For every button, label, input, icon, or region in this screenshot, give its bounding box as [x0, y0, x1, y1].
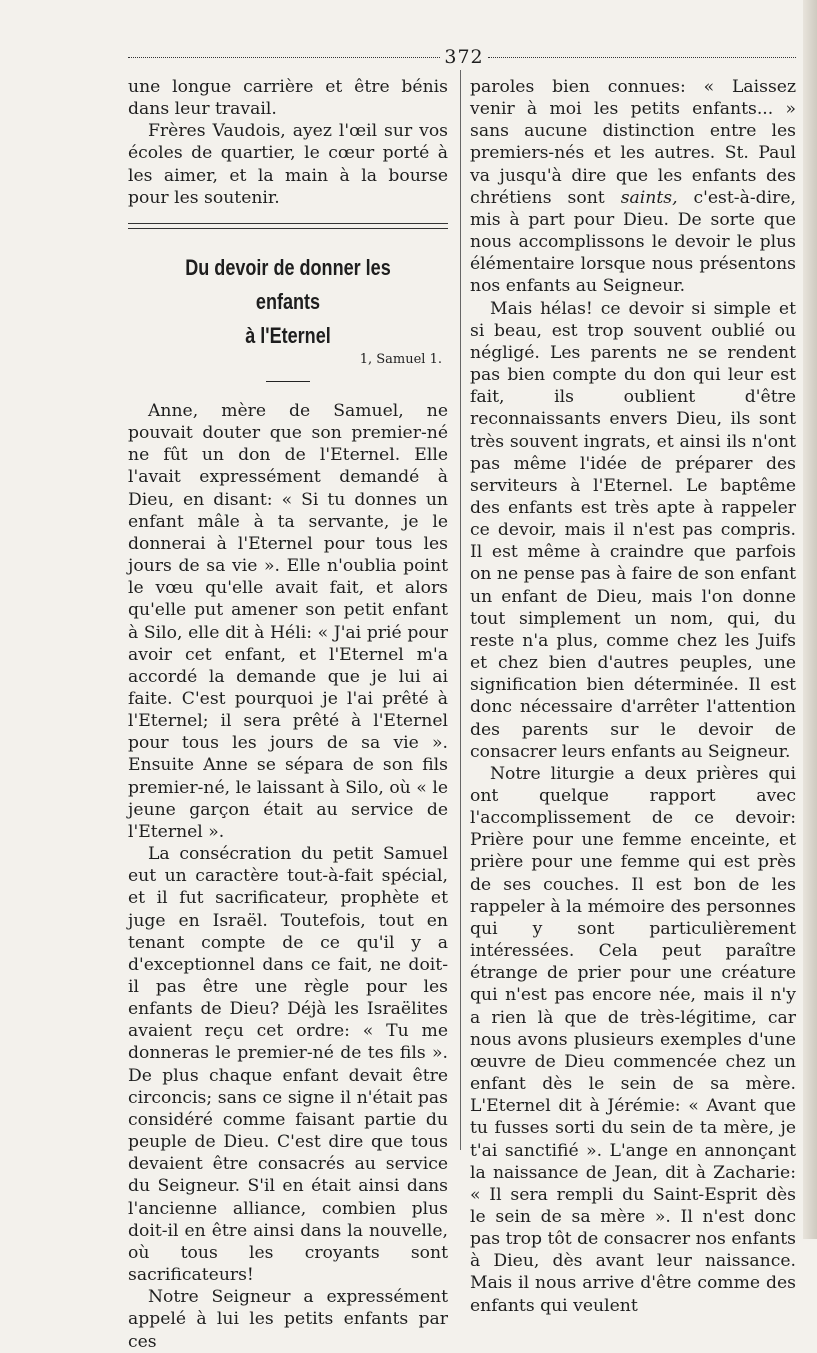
italic-saints: saints, [620, 187, 678, 208]
continued-text-b: c'est-à-dire, mis à part pour Dieu. De sorte que nous accomplissons le devoir le plus élémentaire lorsque nous présentons nos enfants au Seigneur. [470, 187, 796, 297]
article-paragraph-1: Anne, mère de Samuel, ne pouvait douter que son premier-né ne fût un don de l'Eternel. Elle l'avait expressément demandé à Dieu, en disant: « Si tu donnes un enfant mâle à ta servante, je le donnerai à l'Eternel pour tous les jours de sa vie ». Elle n'oublia point le vœu qu'elle avait fait, et alors qu'elle put amener son petit enfant à Silo, elle dit à Héli: « J'ai prié pour avoir cet enfant, et l'Eternel m'a accordé la demande que je lui ai faite. C'est pourquoi je l'ai prêté à l'Eternel; il sera prêté à l'Eternel pour tous les jours de sa vie ». Ensuite Anne se sépara de son fils premier-né, le laissant à Silo, où « le jeune garçon était au service de l'Eternel ». [128, 400, 448, 842]
header-rule-right [488, 57, 796, 58]
article-paragraph-3: Notre Seigneur a expressément appelé à lui les petits enfants par ces [128, 1287, 448, 1352]
right-paragraph-3: Notre liturgie a deux prières qui ont quelque rapport avec l'accomplissement de ce devoir: Prière pour une femme enceinte, et prière pour une femme qui est près de ses couches. Il est bon de les rappeler à la mémoire des personnes qui y sont particulièrement intéressées. Cela peut paraître étrange de prier pour une créature qui n'est pas encore née, mais il n'y a rien là que de très-légitime, car nous avons plusieurs exemples d'une œuvre de Dieu commencée chez un enfant dès le sein de sa mère. L'Eternel dit à Jérémie: « Avant que tu fusses sorti du sein de ta mère, je t'ai sanctifié ». L'ange en annonçant la naissance de Jean, dit à Zacharie: « Il sera rempli du Saint-Esprit dès le sein de sa mère ». Il n'est donc pas trop tôt de consacrer nos enfants à Dieu, dès avant leur naissance. Mais il nous arrive d'être comme des enfants qui veulent [470, 763, 796, 1316]
left-column [128, 76, 448, 1353]
title-line-1: Du devoir de donner les enfants [185, 254, 391, 314]
section-divider [128, 223, 448, 229]
article-paragraph-2: La consécration du petit Samuel eut un caractère tout-à-fait spécial, et il fut sacrificateur, prophète et juge en Israël. Toutefois, tout en tenant compte de ce qu'il y a d'exceptionnel dans ce fait, ne doit-il pas être une règle pour les enfants de Dieu? Déjà les Israëlites avaient reçu cet ordre: « Tu me donneras le premier-né de tes fils ». De plus chaque enfant devait être circoncis; sans ce signe il n'était pas considéré comme faisant partie du peuple de Dieu. C'est dire que tous devaient être consacrés au service du Seigneur. S'il en était ainsi dans l'ancienne alliance, combien plus doit-il en être ainsi dans la nouvelle, où tous les croyants sont sacrificateurs! [128, 844, 448, 1286]
header-rule-left [128, 57, 440, 58]
page-number: 372 [444, 46, 484, 68]
article-title [157, 251, 419, 353]
intro-paragraph-1: une longue carrière et être bénis dans leur travail. [128, 77, 448, 120]
title-underline-rule [266, 381, 310, 382]
right-paragraph-2: Mais hélas! ce devoir si simple et si beau, est trop souvent oublié ou négligé. Les parents ne se rendent pas bien compte du don qui leur est fait, ils oublient d'être reconnaissants envers Dieu, ils sont très souvent ingrats, et ainsi ils n'ont pas même l'idée de préparer des serviteurs à l'Eternel. Le baptême des enfants est très apte à rappeler ce devoir, mais il n'est pas compris. Il est même à craindre que parfois on ne pense pas à faire de son enfant un enfant de Dieu, mais l'on donne tout simplement un nom, qui, du reste n'a plus, comme chez les Juifs et chez bien d'autres peuples, une signification bien déterminée. Il est donc nécessaire d'arrêter l'attention des parents sur le devoir de consacrer leurs enfants au Seigneur. [470, 298, 796, 762]
page-header [128, 46, 796, 68]
title-line-2: à l'Eternel [245, 322, 331, 348]
page-edge-shadow [803, 0, 817, 1239]
intro-paragraph-2: Frères Vaudois, ayez l'œil sur vos écoles de quartier, le cœur porté à les aimer, et la main à la bourse pour les soutenir. [128, 121, 448, 208]
column-separator [460, 70, 461, 1150]
bible-reference: 1, Samuel 1. [359, 351, 442, 367]
continued-text-a: paroles bien connues: « Laissez venir à moi les petits enfants... » sans aucune distinction entre les premiers-nés et les autres. St. Paul va jusqu'à dire que les enfants des chrétiens sont [470, 77, 796, 208]
right-column [470, 76, 796, 1317]
continued-paragraph [470, 76, 796, 298]
